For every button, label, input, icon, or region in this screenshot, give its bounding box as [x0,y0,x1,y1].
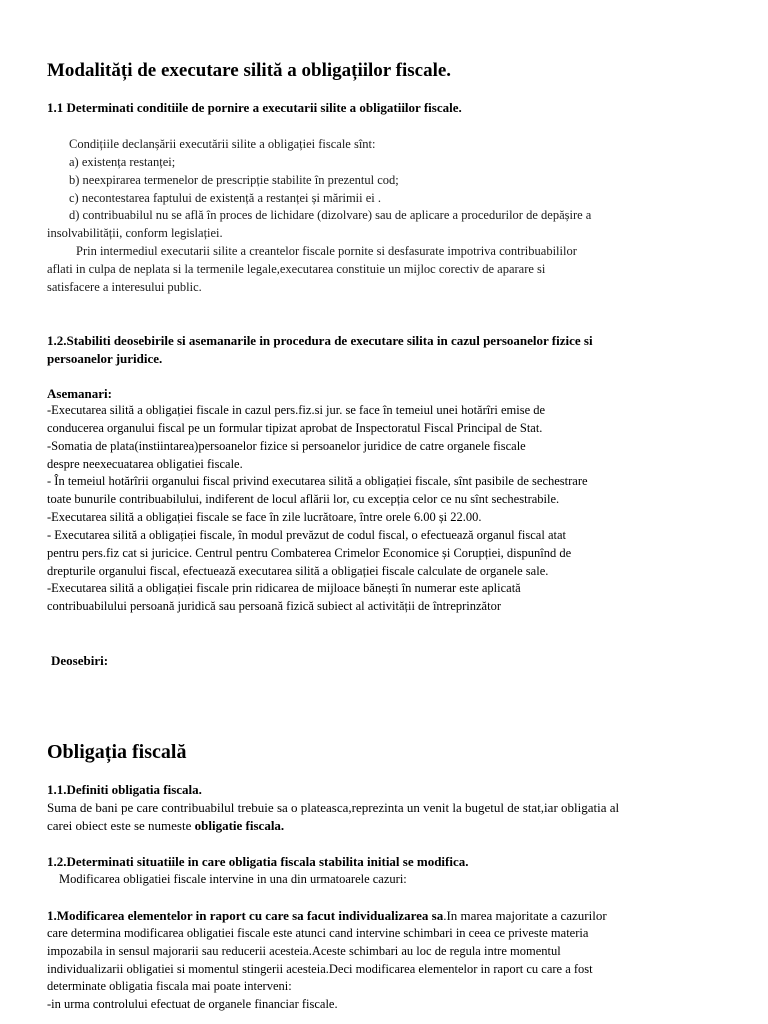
asemanari-line: -Executarea silită a obligației fiscale prin ridicarea de mijloace bănești în numerar este aplicată [47,581,521,595]
condition-b: b) neexpirarea termenelor de prescripție stabilite în prezentul cod; [69,173,399,187]
asemanari-line: - Executarea silită a obligației fiscale, în modul prevăzut de codul fiscal, o efectuează organul fiscal atat [47,528,566,542]
asemanari-line: drepturile organului fiscal, efectuează executarea silită a obligației fiscale calculate de organele sale. [47,564,549,578]
section-1-1-heading: 1.1 Determinati conditiile de pornire a executarii silite a obligatiilor fiscale. [47,100,462,115]
deosebiri-label: Deosebiri: [51,653,109,668]
executare-paragraph-line-2: aflati in culpa de neplata si la termenile legale,executarea constituie un mijloc corectiv de aparare si [47,262,546,276]
asemanari-line: - În temeiul hotărîrii organului fiscal privind executarea silită a obligației fiscale, sînt pasibile de sechestrare [47,474,588,488]
asemanari-line: toate bunurile contribuabilului, indiferent de locul aflării lor, cu excepția celor ce nu sînt sechestrabile. [47,492,560,506]
asemanari-line: -Somatia de plata(instiintarea)persoanelor fizice si persoanelor juridice de catre organele fiscale [47,439,526,453]
modification-1-line: impozabila in sensul majorarii sau reducerii acesteia.Aceste schimbari au loc de regula intre momentul [47,944,561,958]
modification-intro: Modificarea obligatiei fiscale intervine in una din urmatoarele cazuri: [59,872,407,886]
section-2-title: Obligația fiscală [47,741,187,763]
definition-line-1: Suma de bani pe care contribuabilul trebuie sa o plateasca,reprezinta un venit la bugetul de stat,iar obligatia al [47,800,620,815]
section-1-2-heading-line-1: 1.2.Stabiliti deosebirile si asemanarile in procedura de executare silita in cazul persoanelor fizice si [47,333,593,348]
definition-term: obligatie fiscala. [194,818,285,833]
asemanari-line: contribuabilului persoană juridică sau persoană fizică subiect al activității de întreprinzător [47,599,501,613]
page-title: Modalități de executare silită a obligațiilor fiscale. [47,60,452,81]
condition-d-line-2: insolvabilității, conform legislației. [47,226,223,240]
modification-1-line: determinate obligatia fiscala mai poate interveni: [47,979,292,993]
asemanari-label: Asemanari: [47,386,112,401]
definition-line-2 [47,819,284,832]
executare-paragraph-line-3: satisfacere a interesului public. [47,280,202,294]
condition-a: a) existența restanței; [69,155,176,169]
section-2-2-heading: 1.2.Determinati situatiile in care obligatia fiscala stabilita initial se modifica. [47,854,469,869]
modification-1-line: individualizarii obligatiei si momentul stingerii acesteia.Deci modificarea elementelor in raport cu care a fost [47,962,593,976]
modification-1-text: .In marea majoritate a cazurilor [443,908,607,923]
modification-1-line: -in urma controlului efectuat de organele financiar fiscale. [47,997,338,1011]
section-2-1-heading: 1.1.Definiti obligatia fiscala. [47,782,202,797]
condition-c: c) necontestarea faptului de existență a restanței și mărimii ei . [69,191,382,205]
section-1-2-heading-line-2: persoanelor juridice. [47,351,163,366]
modification-1-title: 1.Modificarea elementelor in raport cu care sa facut individualizarea sa [47,908,444,923]
modification-1-line-1 [47,909,607,922]
executare-paragraph-line-1: Prin intermediul executarii silite a creantelor fiscale pornite si desfasurate impotriva contribuabililor [76,244,577,258]
asemanari-line: -Executarea silită a obligației fiscale se face în zile lucrătoare, între orele 6.00 și 22.00. [47,510,482,524]
asemanari-line: despre neexecuatarea obligatiei fiscale. [47,457,243,471]
asemanari-line: conducerea organului fiscal pe un formular tipizat aprobat de Inspectoratul Fiscal Principal de Stat. [47,421,543,435]
definition-text: carei obiect este se numeste [47,818,195,833]
condition-d-line-1: d) contribuabilul nu se află în proces de lichidare (dizolvare) sau de aplicare a procedurilor de depășire a [69,208,592,222]
asemanari-line: pentru pers.fiz cat si juricice. Centrul pentru Combaterea Crimelor Economice și Corupției, dispunînd de [47,546,572,560]
asemanari-line: -Executarea silită a obligației fiscale in cazul pers.fiz.si jur. se face în temeiul unei hotărîri emise de [47,403,546,417]
conditions-intro: Condițiile declanșării executării silite a obligației fiscale sînt: [69,137,376,151]
modification-1-line: care determina modificarea obligatiei fiscale este atunci cand intervine schimbari in ceea ce priveste materia [47,926,589,940]
